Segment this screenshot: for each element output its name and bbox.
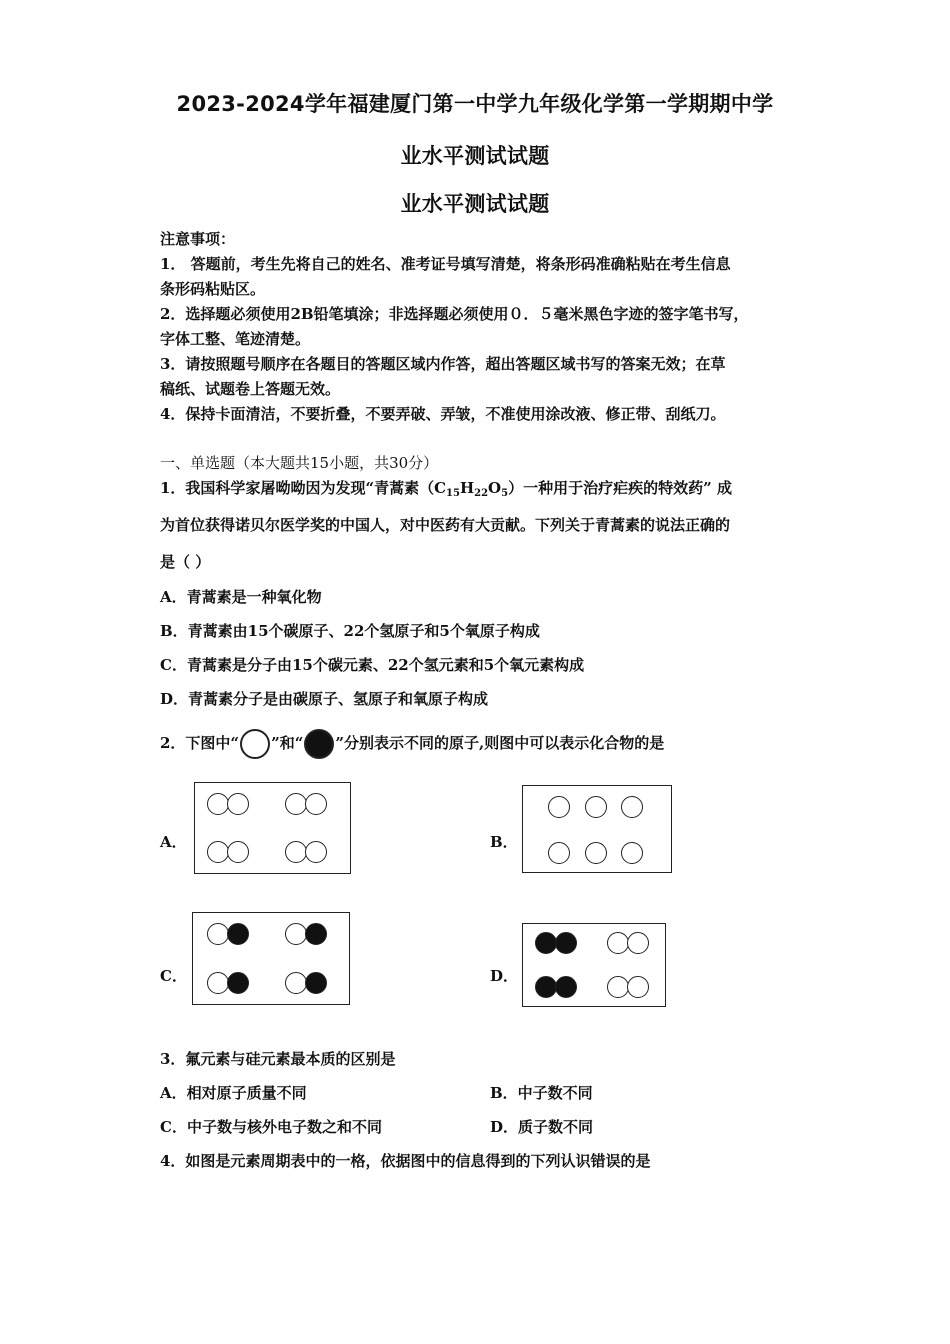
notice-line: 4．保持卡面清洁，不要折叠，不要弄破、弄皱，不准使用涂改液、修正带、刮纸刀。 <box>160 405 726 423</box>
atom <box>555 976 577 998</box>
q1-sub-22: 22 <box>474 488 489 499</box>
document-title-line-1: 2023-2024学年福建厦门第一中学九年级化学第一学期期中学 <box>176 92 774 116</box>
q2-option-c-figure <box>192 912 350 1005</box>
atom <box>305 841 327 863</box>
q3-option-a: A．相对原子质量不同 <box>160 1084 307 1102</box>
atom <box>305 972 327 994</box>
q1-stem-line-3: 是（ ） <box>160 553 211 571</box>
q3-stem: 3．氟元素与硅元素最本质的区别是 <box>160 1050 396 1068</box>
q1-h: H <box>459 479 475 497</box>
black-atom-icon <box>304 729 334 759</box>
q2-option-a-label: A． <box>160 833 187 851</box>
notice-line: 2．选择题必须使用2B铅笔填涂；非选择题必须使用０．５毫米黑色字迹的签字笔书写， <box>160 305 749 323</box>
notice-line: 1． 答题前，考生先将自己的姓名、准考证号填写清楚，将条形码准确粘贴在考生信息 <box>160 255 731 273</box>
atom <box>607 932 629 954</box>
section-heading: 一、单选题（本大题共15小题，共30分） <box>160 454 439 472</box>
q2-option-d-label: D． <box>490 967 519 985</box>
q3-option-d: D．质子数不同 <box>490 1118 594 1136</box>
atom <box>585 842 607 864</box>
q1-sub-15: 15 <box>446 488 460 499</box>
q2-option-d-figure <box>522 923 666 1007</box>
q1-stem-line-1 <box>160 477 732 498</box>
q1-sub-5: 5 <box>501 488 509 499</box>
atom <box>535 932 557 954</box>
q2-suffix: ”分别表示不同的原子,则图中可以表示化合物的是 <box>335 734 665 752</box>
atom <box>548 842 570 864</box>
atom <box>207 793 229 815</box>
atom <box>305 923 327 945</box>
q2-option-c-label: C． <box>160 967 187 985</box>
atom <box>305 793 327 815</box>
q3-option-b: B．中子数不同 <box>490 1084 593 1102</box>
q1-stem-line-2: 为首位获得诺贝尔医学奖的中国人，对中医药有大贡献。下列关于青蒿素的说法正确的 <box>160 516 731 534</box>
notice-line: 字体工整、笔迹清楚。 <box>160 330 311 348</box>
q4-stem: 4．如图是元素周期表中的一格，依据图中的信息得到的下列认识错误的是 <box>160 1152 651 1170</box>
notice-line: 3．请按照题号顺序在各题目的答题区域内作答，超出答题区域书写的答案无效；在草 <box>160 355 726 373</box>
notice-heading: 注意事项： <box>160 230 236 248</box>
q2-option-b-figure <box>522 785 672 873</box>
q1-o: O <box>488 479 502 497</box>
notice-line: 稿纸、试题卷上答题无效。 <box>160 380 341 398</box>
atom <box>227 923 249 945</box>
q1-option-c: C．青蒿素是分子由15个碳元素、22个氢元素和5个氧元素构成 <box>160 656 585 674</box>
q2-option-a-figure <box>194 782 351 874</box>
atom <box>627 976 649 998</box>
q1-text-a: 1．我国科学家屠呦呦因为发现“青蒿素（C <box>160 479 447 497</box>
document-title-line-2: 业水平测试试题 <box>400 144 550 168</box>
q1-option-d: D．青蒿素分子是由碳原子、氢原子和氧原子构成 <box>160 690 489 708</box>
q2-stem <box>160 727 664 759</box>
atom <box>548 796 570 818</box>
white-atom-icon <box>240 729 270 759</box>
atom <box>285 972 307 994</box>
atom <box>227 972 249 994</box>
q1-option-a: A．青蒿素是一种氧化物 <box>160 588 322 606</box>
atom <box>207 923 229 945</box>
atom <box>285 923 307 945</box>
atom <box>285 793 307 815</box>
atom <box>227 841 249 863</box>
atom <box>555 932 577 954</box>
atom <box>535 976 557 998</box>
atom <box>607 976 629 998</box>
atom <box>207 841 229 863</box>
q2-mid: ”和“ <box>271 734 304 752</box>
atom <box>207 972 229 994</box>
q2-prefix: 2．下图中“ <box>160 734 240 752</box>
atom <box>227 793 249 815</box>
atom <box>627 932 649 954</box>
notice-line: 条形码粘贴区。 <box>160 280 266 298</box>
atom <box>585 796 607 818</box>
atom <box>621 842 643 864</box>
atom <box>285 841 307 863</box>
q1-text-b: ）一种用于治疗疟疾的特效药” 成 <box>508 479 732 497</box>
atom <box>621 796 643 818</box>
document-title-line-3: 业水平测试试题 <box>400 192 550 216</box>
q3-option-c: C．中子数与核外电子数之和不同 <box>160 1118 382 1136</box>
q2-option-b-label: B． <box>490 833 518 851</box>
q1-option-b: B．青蒿素由15个碳原子、22个氢原子和5个氧原子构成 <box>160 622 540 640</box>
